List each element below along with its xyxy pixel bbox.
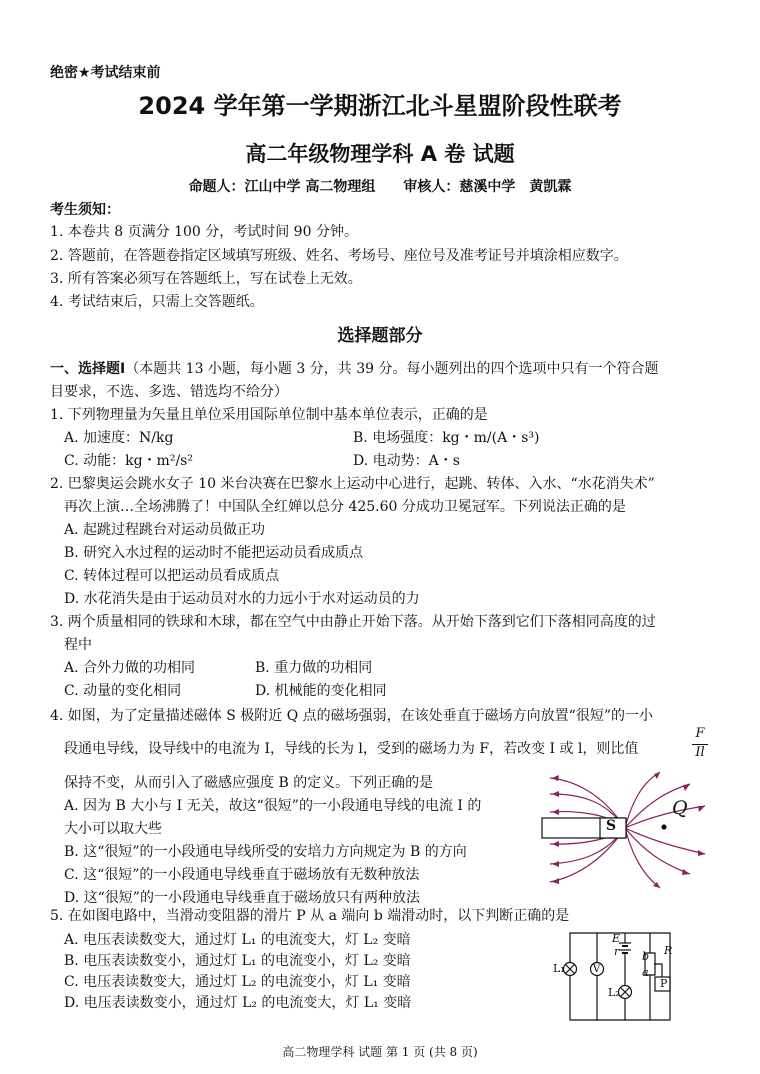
lamp-l1-label: L₁ [553,962,565,975]
page-footer: 高二物理学科 试题 第 1 页 (共 8 页) [282,1045,478,1059]
rheostat-end-b: b [642,950,650,963]
q2-stem: 2. 巴黎奥运会跳水女子 10 米台决赛在巴黎水上运动中心进行，起跳、转体、入水、“水花消失术” [50,476,655,492]
voltmeter-label: V [593,964,601,975]
q4-option-a: A. 因为 B 大小与 I 无关，故这“很短”的一小段通电导线的电流 I 的 [64,798,482,814]
q5-stem: 5. 在如图电路中，当滑动变阻器的滑片 P 从 a 端向 b 端滑动时，以下判断正确的是 [50,908,570,924]
part1-intro-text: （本题共 13 小题，每小题 3 分，共 39 分。每小题列出的四个选项中只有一个符合题 [125,361,659,377]
q3-option-d: D. 机械能的变化相同 [255,683,387,699]
q4-option-c: C. 这“很短”的一小段通电导线垂直于磁场放有无数种放法 [64,867,420,883]
magnet-s-label: S [606,818,617,834]
magnet-field-figure [540,770,730,890]
q5-option-b: B. 电压表读数变小，通过灯 L₁ 的电流变小，灯 L₂ 变暗 [64,953,411,969]
internal-resistance-label: r [614,945,620,958]
q4-option-a-cont: 大小可以取大些 [64,821,162,837]
notice-item: 2. 答题前，在答题卷指定区域填写班级、姓名、考场号、座位号及准考证号并填涂相应数字。 [50,248,628,264]
q4-option-b: B. 这“很短”的一小段通电导线所受的安培力方向规定为 B 的方向 [64,844,467,860]
q4-stem: 4. 如图，为了定量描述磁体 S 极附近 Q 点的磁场强弱，在该处垂直于磁场方向放置“很短”的一小 [50,708,653,724]
part1-label: 一、选择题Ⅰ [50,361,126,377]
q1-option-c: C. 动能：kg・m²/s² [64,453,193,469]
authors-line: 命题人：江山中学 高二物理组 审核人：慈溪中学 黄凯霖 [188,179,572,195]
notice-heading: 考生须知： [50,202,120,218]
q2-option-b: B. 研究入水过程的运动时不能把运动员看成质点 [64,545,364,561]
q3-stem: 3. 两个质量相同的铁球和木球，都在空气中由静止开始下落。从开始下落到它们下落相同高度的过 [50,614,656,630]
q4-option-d: D. 这“很短”的一小段通电导线垂直于磁场放只有两种放法 [64,890,420,906]
notice-item: 3. 所有答案必须写在答题纸上，写在试卷上无效。 [50,271,362,287]
q5-option-a: A. 电压表读数变大，通过灯 L₁ 的电流变大，灯 L₂ 变暗 [64,932,411,948]
q2-option-a: A. 起跳过程跳台对运动员做正功 [64,522,266,538]
q2-option-c: C. 转体过程可以把运动员看成质点 [64,568,280,584]
lamp-l2-label: L₂ [608,986,620,999]
rheostat-label: R [664,944,673,957]
q1-option-d: D. 电动势：A・s [353,453,460,469]
q3-stem-cont: 程中 [64,637,92,653]
q4-stem-cont: 段通电导线，设导线中的电流为 I，导线的长为 l，受到的磁场力为 F，若改变 I 或 l，则比值 [64,741,639,757]
fraction-denominator: Il [695,745,705,760]
q2-stem-cont: 再次上演…全场沸腾了！中国队全红婵以总分 425.60 分成功卫冕冠军。下列说法正确的是 [64,499,626,515]
q5-option-c: C. 电压表读数变大，通过灯 L₂ 的电流变小，灯 L₁ 变暗 [64,974,411,990]
emf-label: E [612,932,621,945]
rheostat-end-a: a [642,966,649,979]
notice-item: 1. 本卷共 8 页满分 100 分，考试时间 90 分钟。 [50,224,358,240]
slider-p-label: P [660,977,668,990]
q1-stem: 1. 下列物理量为矢量且单位采用国际单位制中基本单位表示，正确的是 [50,407,488,423]
notice-item: 4. 考试结束后，只需上交答题纸。 [50,294,264,310]
part1-intro-cont: 目要求，不选、多选、错选均不给分） [50,384,288,400]
q4-stem-cont: 保持不变，从而引入了磁感应强度 B 的定义。下列正确的是 [64,775,434,791]
part1-intro [50,358,658,378]
q1-option-b: B. 电场强度：kg・m/(A・s³) [353,430,540,446]
section-title: 选择题部分 [337,326,423,346]
exam-title: 2024 学年第一学期浙江北斗星盟阶段性联考 [138,92,622,120]
q2-option-d: D. 水花消失是由于运动员对水的力远小于水对运动员的力 [64,591,420,607]
secret-tag: 绝密★考试结束前 [50,65,161,81]
exam-subtitle: 高二年级物理学科 A 卷 试题 [245,142,515,166]
q1-option-a: A. 加速度：N/kg [64,430,174,446]
point-q-label: Q [672,797,688,819]
q5-option-d: D. 电压表读数变小，通过灯 L₂ 的电流变大，灯 L₁ 变暗 [64,995,412,1011]
q3-option-c: C. 动量的变化相同 [64,683,182,699]
fraction-numerator: F [695,726,705,741]
q3-option-a: A. 合外力做的功相同 [64,660,196,676]
q3-option-b: B. 重力做的功相同 [255,660,373,676]
